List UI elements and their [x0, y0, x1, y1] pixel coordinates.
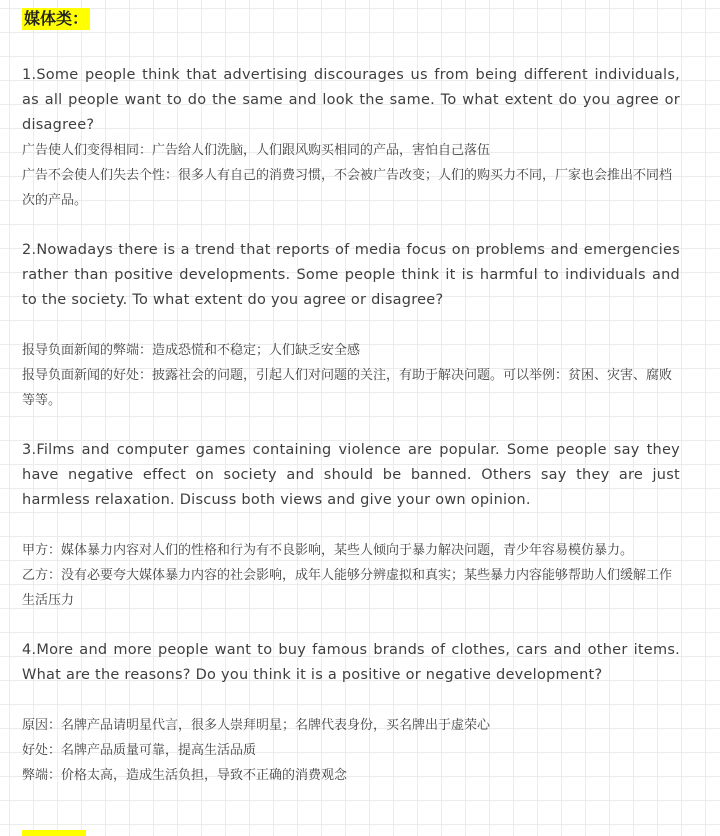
topic-1-note-1: 广告使人们变得相同：广告给人们洗脑，人们跟风购买相同的产品，害怕自己落伍: [22, 143, 491, 158]
topic-4-note-2: 好处：名牌产品质量可靠，提高生活品质: [22, 743, 257, 758]
next-heading-highlight: [22, 830, 86, 836]
topic-4: [22, 638, 680, 788]
topic-4-question: 4.More and more people want to buy famous brands of clothes, cars and other items. What are the reasons? Do you think it is a positive or negative development?: [22, 642, 680, 683]
topic-4-note-3: 弊端：价格太高，造成生活负担，导致不正确的消费观念: [22, 768, 348, 783]
topic-2-note-2: 报导负面新闻的好处：披露社会的问题，引起人们对问题的关注，有助于解决问题。可以举例：贫困、灾害、腐败等等。: [22, 368, 673, 408]
article-body: [22, 8, 680, 788]
topic-2-note-1: 报导负面新闻的弊端：造成恐慌和不稳定；人们缺乏安全感: [22, 343, 361, 358]
topic-3-question: 3.Films and computer games containing violence are popular. Some people say they have negative effect on society and should be banned. Others say they are just harmless relaxation. Discuss both views and give your own opinion.: [22, 442, 680, 508]
topic-3: [22, 438, 680, 613]
topic-3-note-1: 甲方：媒体暴力内容对人们的性格和行为有不良影响，某些人倾向于暴力解决问题，青少年容易模仿暴力。: [22, 543, 634, 558]
topic-3-note-2: 乙方：没有必要夸大媒体暴力内容的社会影响，成年人能够分辨虚拟和真实；某些暴力内容能够帮助人们缓解工作生活压力: [22, 568, 673, 608]
topic-2: [22, 238, 680, 413]
topic-2-question: 2.Nowadays there is a trend that reports of media focus on problems and emergencies rather than positive developments. Some people think it is harmful to individuals and to the society. To what extent do you agree or disagree?: [22, 242, 680, 308]
topic-1-question: 1.Some people think that advertising discourages us from being different individuals, as all people want to do the same and look the same. To what extent do you agree or disagree?: [22, 67, 680, 133]
section-title: 媒体类：: [24, 9, 89, 28]
topic-1-note-2: 广告不会使人们失去个性：很多人有自己的消费习惯，不会被广告改变；人们的购买力不同，厂家也会推出不同档次的产品。: [22, 168, 673, 208]
topic-4-note-1: 原因：名牌产品请明星代言，很多人崇拜明星；名牌代表身份，买名牌出于虚荣心: [22, 718, 491, 733]
topic-1: [22, 63, 680, 213]
